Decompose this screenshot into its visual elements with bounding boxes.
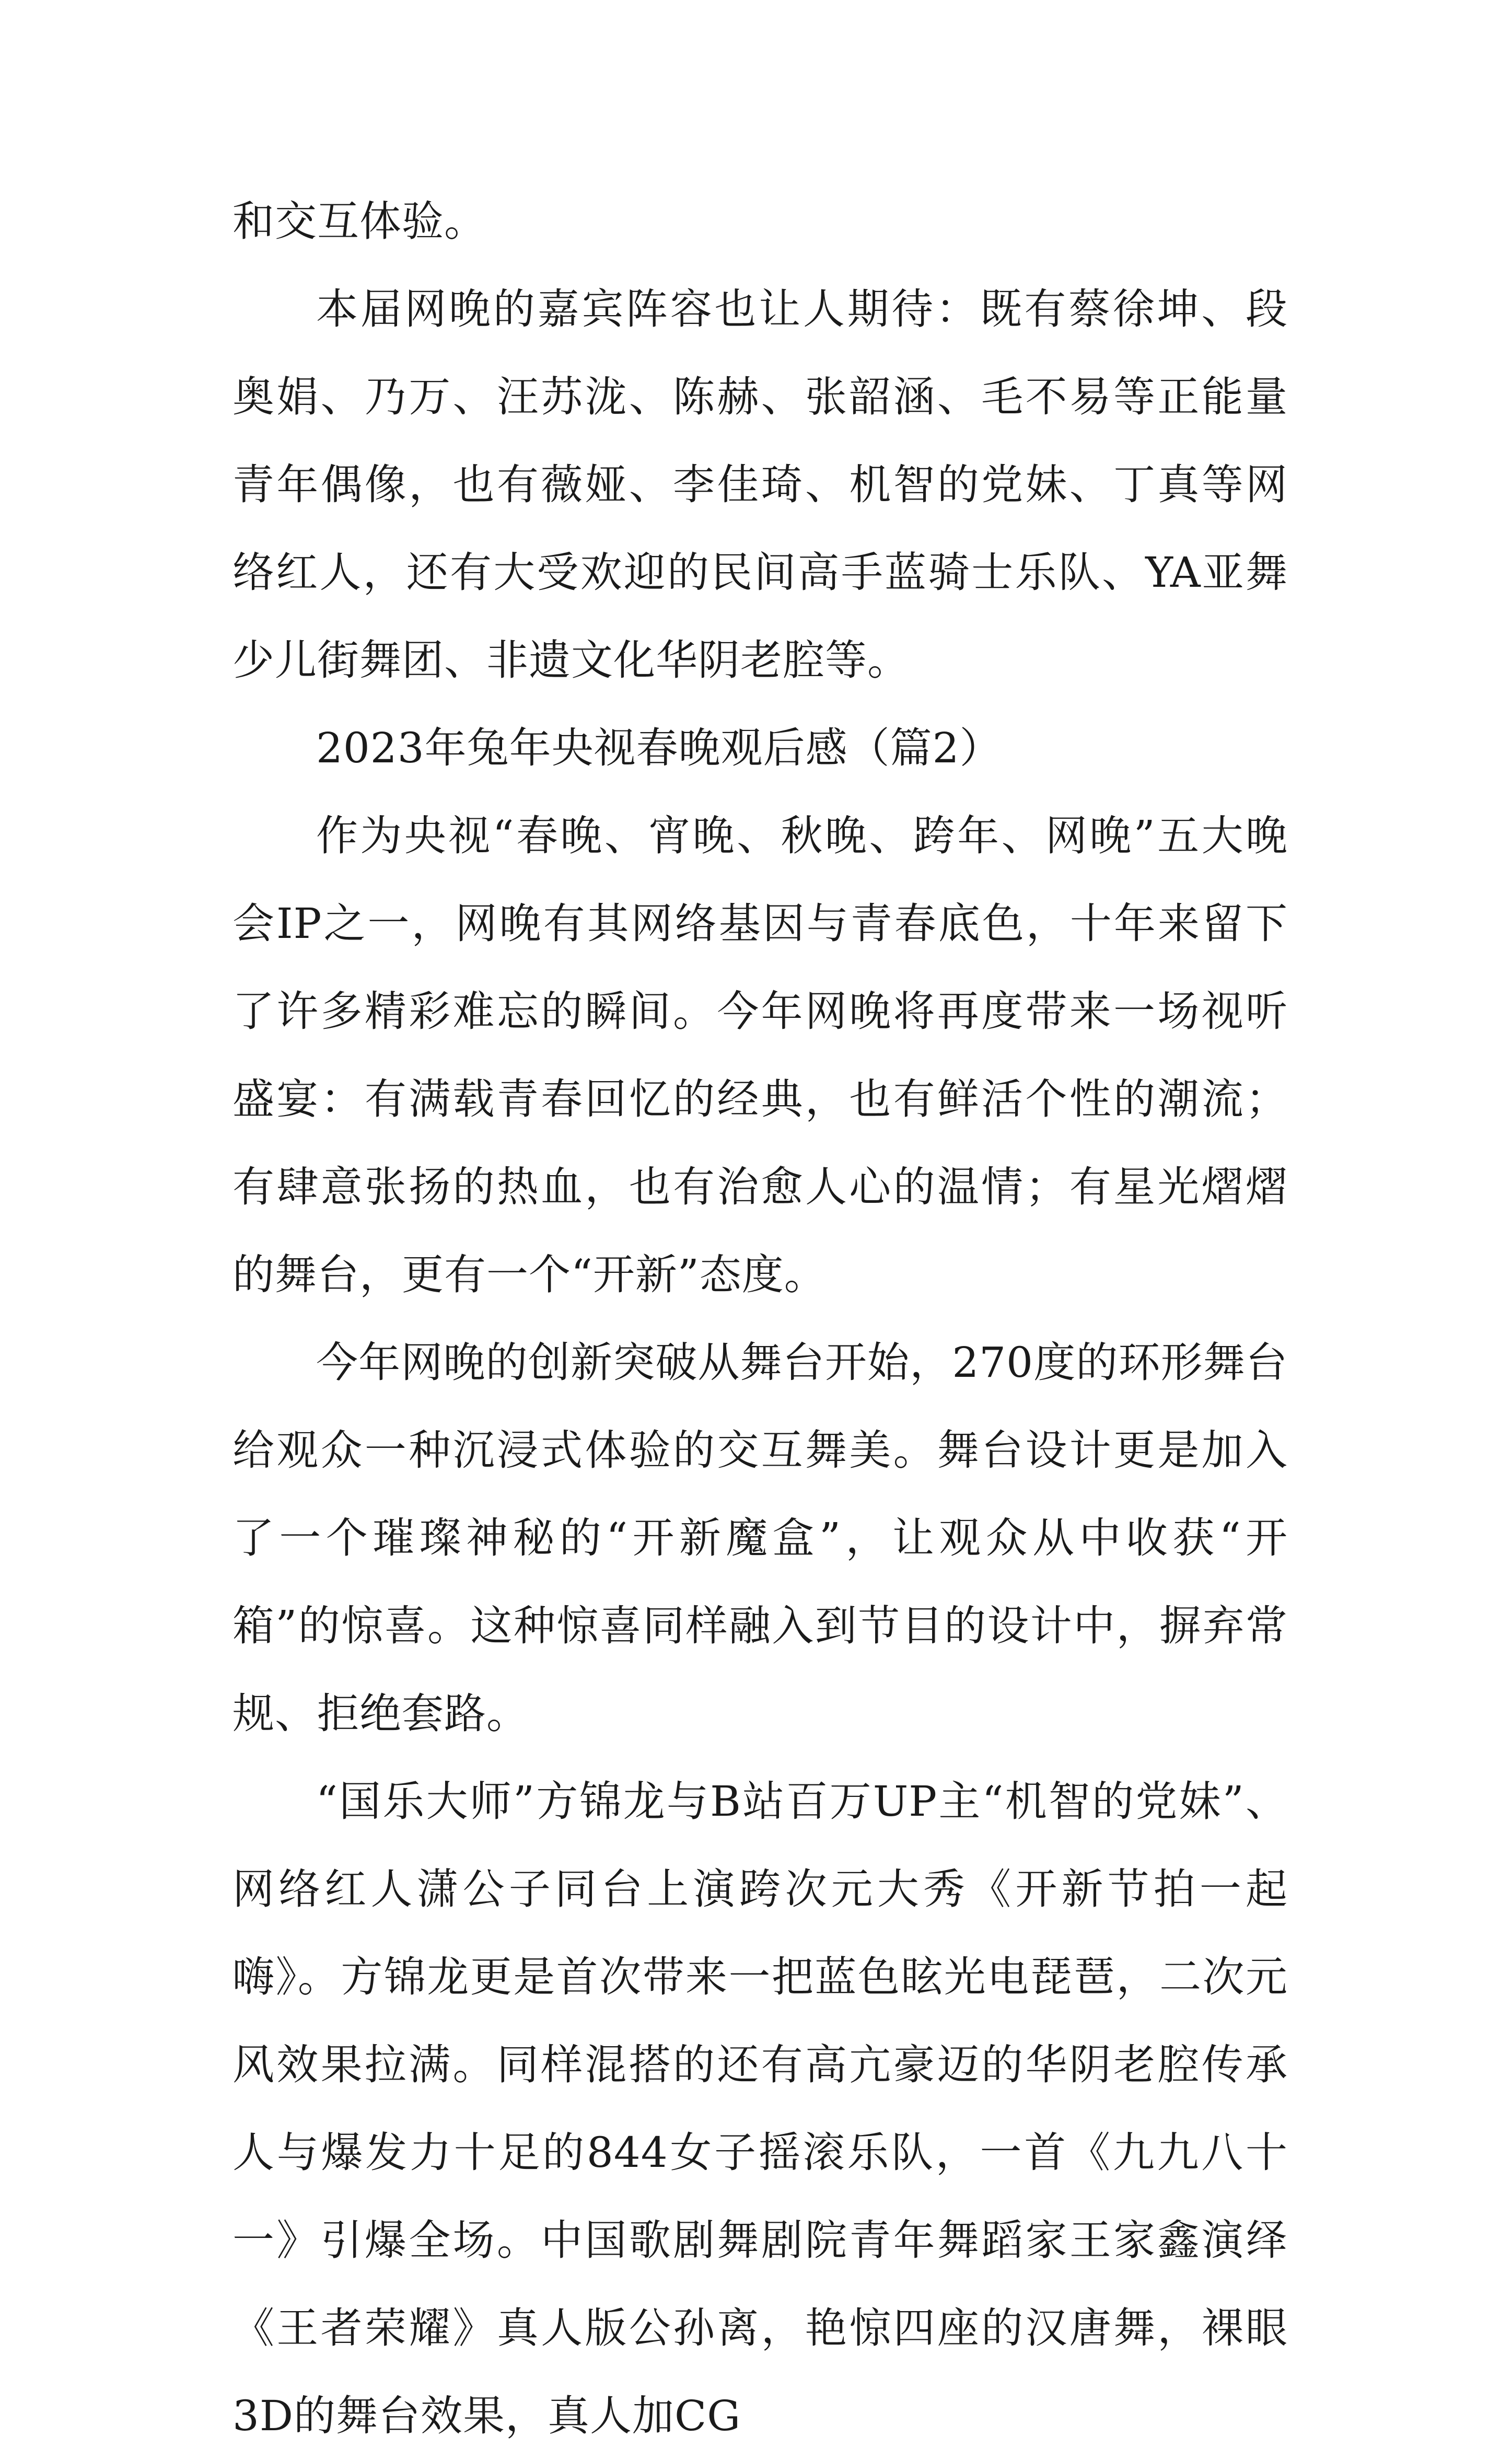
paragraph-intro: 作为央视“春晚、宵晚、秋晚、跨年、网晚”五大晚会IP之一，网晚有其网络基因与青春底色，十年来留下了许多精彩难忘的瞬间。今年网晚将再度带来一场视听盛宴：有满载青春回忆的经典，也有鲜活个性的潮流；有肆意张扬的热血，也有治愈人心的温情；有星光熠熠的舞台，更有一个“开新”态度。 <box>232 811 1288 1299</box>
section-heading: 2023年兔年央视春晚观后感（篇2） <box>316 724 1002 772</box>
paragraph-stage: 今年网晚的创新突破从舞台开始，270度的环形舞台给观众一种沉浸式体验的交互舞美。舞台设计更是加入了一个璀璨神秘的“开新魔盒”，让观众从中收获“开箱”的惊喜。这种惊喜同样融入到节目的设计中，摒弃常规、拒绝套路。 <box>232 1338 1288 1738</box>
document-body <box>232 178 1288 2460</box>
paragraph-continuation: 和交互体验。 <box>232 197 486 246</box>
paragraph-performances: “国乐大师”方锦龙与B站百万UP主“机智的党妹”、网络红人潇公子同台上演跨次元大秀《开新节拍一起嗨》。方锦龙更是首次带来一把蓝色眩光电琵琶，二次元风效果拉满。同样混搭的还有高亢豪迈的华阴老腔传承人与爆发力十足的844女子摇滚乐队，一首《九九八十一》引爆全场。中国歌剧舞剧院青年舞蹈家王家鑫演绎《王者荣耀》真人版公孙离，艳惊四座的汉唐舞，裸眼3D的舞台效果，真人加CG <box>232 1777 1288 2440</box>
paragraph-guests: 本届网晚的嘉宾阵容也让人期待：既有蔡徐坤、段奥娟、乃万、汪苏泷、陈赫、张韶涵、毛不易等正能量青年偶像，也有薇娅、李佳琦、机智的党妹、丁真等网络红人，还有大受欢迎的民间高手蓝骑士乐队、YA亚舞少儿街舞团、非遗文化华阴老腔等。 <box>232 285 1288 684</box>
